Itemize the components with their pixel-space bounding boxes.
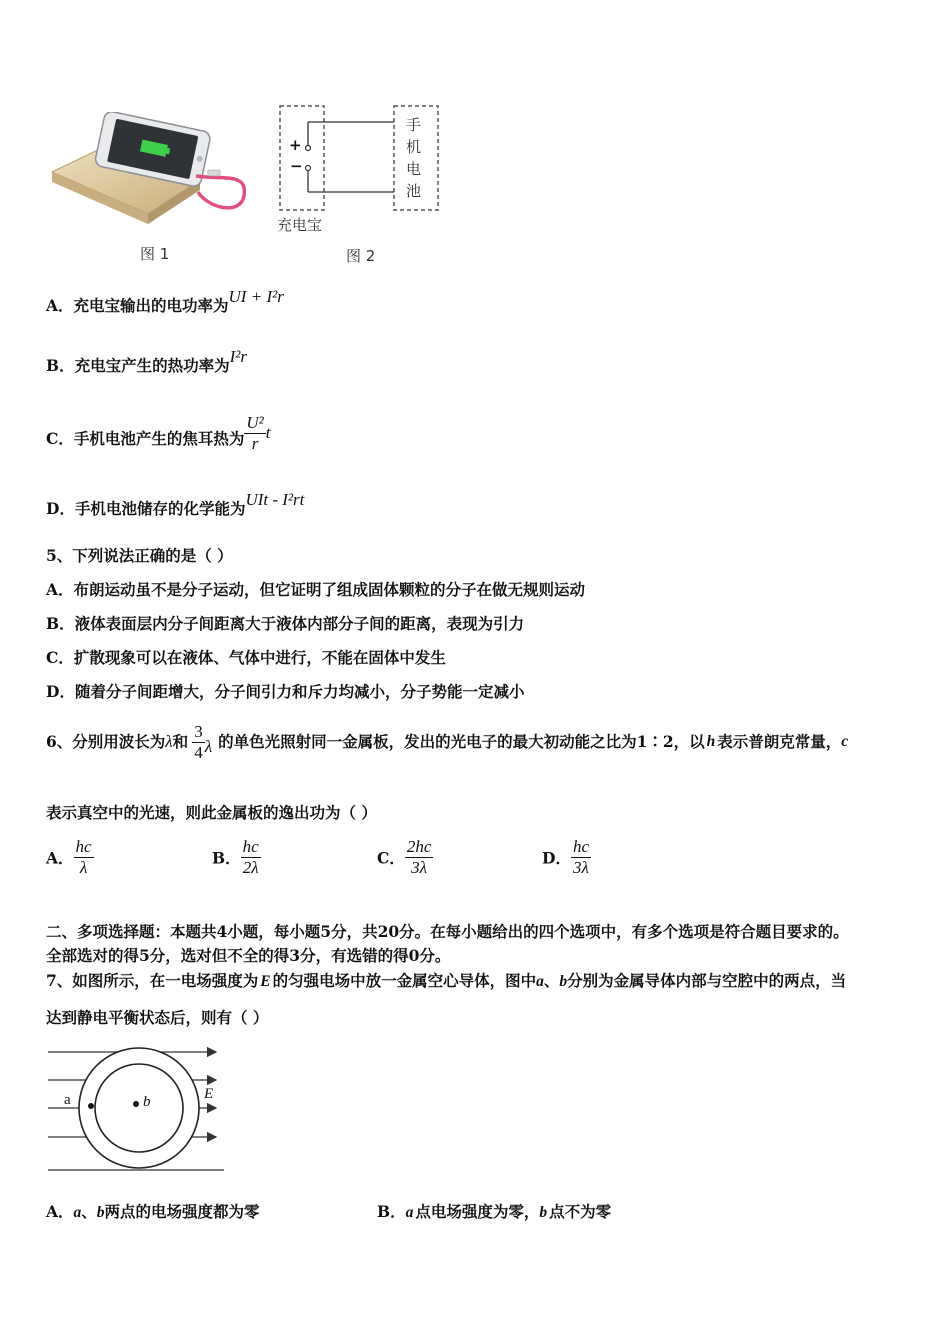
q6-option-b: [212, 837, 261, 878]
q6-h: h: [706, 733, 716, 750]
section-2-heading-line1: 二、多项选择题：本题共4小题，每小题5分，共20分。在每小题给出的四个选项中，有多个选项是符合题目要求的。: [46, 922, 849, 941]
q6-c: c: [841, 733, 849, 750]
q7-b: b: [559, 973, 568, 990]
q7-option-a: [46, 1202, 260, 1223]
q7-option-a-b: b: [96, 1204, 105, 1221]
q7-option-b-a: a: [405, 1204, 414, 1221]
q4-option-c-label: C．手机电池产生的焦耳热为: [46, 429, 245, 448]
q5-option-b: B．液体表面层内分子间距离大于液体内部分子间的距离，表现为引力: [46, 614, 525, 633]
q4-option-d-label: D．手机电池储存的化学能为: [46, 499, 246, 518]
q7-figure-label-a: a: [64, 1092, 71, 1108]
q6-stem-line1: [46, 716, 848, 767]
q7-a: a: [536, 973, 544, 990]
q6-option-d-num: hc: [572, 837, 589, 856]
figure-2-battery-char-4: 池: [406, 182, 422, 200]
q6-option-a-den: λ: [79, 858, 88, 877]
q6-option-c-label: C．: [377, 848, 405, 868]
q6-lambda-2: λ: [204, 737, 213, 756]
figure-2-battery-char-3: 电: [406, 160, 422, 178]
q6-option-d-den: 3λ: [573, 858, 589, 877]
q6-option-c: [377, 837, 433, 878]
q5-option-a: A．布朗运动虽不是分子运动，但它证明了组成固体颗粒的分子在做无规则运动: [46, 580, 586, 599]
q7-stem-b: 的匀强电场中放一金属空心导体，图中: [272, 971, 537, 990]
q6-fraction-numerator: 3: [194, 721, 203, 741]
q4-option-a-expr: UI + I²r: [228, 287, 284, 306]
q6-option-d-label: D．: [542, 848, 571, 868]
q6-stem-c: 的单色光照射同一金属板，发出的光电子的最大初动能之比为1∶2，以: [218, 732, 705, 751]
q6-option-b-den: 2λ: [242, 858, 259, 877]
q7-option-b-b: b: [539, 1204, 548, 1221]
q7-stem-c: 分别为金属导体内部与空腔中的两点，当: [567, 971, 847, 990]
figure-2-box-label: 充电宝: [277, 216, 323, 234]
q4-option-b-expr: I²r: [229, 347, 247, 366]
q6-lambda-1: λ: [165, 732, 173, 751]
q6-option-a: [46, 837, 94, 878]
q6-option-c-den: 3λ: [411, 858, 428, 877]
figure-1-label: 图 1: [140, 245, 170, 263]
q7-figure-field-conductor: [44, 1040, 228, 1176]
q7-option-b: [377, 1202, 611, 1223]
q7-sep: 、: [543, 971, 560, 990]
q6-stem-line2: 表示真空中的光速，则此金属板的逸出功为（ ）: [46, 803, 377, 822]
q5-stem: 5、下列说法正确的是（ ）: [46, 546, 233, 565]
q7-figure-label-b: b: [143, 1094, 151, 1110]
q6-fraction-denominator: 4: [194, 742, 203, 762]
q6-option-b-fraction: [241, 837, 261, 878]
q4-option-c-fraction: [244, 413, 265, 454]
q6-option-a-fraction: [74, 837, 94, 878]
q6-option-c-num: 2hc: [406, 837, 432, 856]
q6-option-d: [542, 837, 591, 878]
q5-option-c: C．扩散现象可以在液体、气体中进行，不能在固体中发生: [46, 648, 446, 667]
q6-stem-d: 表示普朗克常量，: [717, 732, 842, 751]
q7-stem-line2: 达到静电平衡状态后，则有（ ）: [46, 1008, 269, 1027]
q6-option-d-fraction: [571, 837, 591, 878]
q7-option-b-rest: 点不为零: [549, 1202, 612, 1221]
q6-option-b-label: B．: [212, 848, 241, 868]
q4-option-c-t: t: [265, 423, 271, 442]
q4-option-a: [46, 287, 284, 316]
q7-option-a-sep: 、: [81, 1202, 97, 1221]
q6-option-c-fraction: [405, 837, 434, 878]
q4-option-a-label: A．充电宝输出的电功率为: [46, 296, 229, 315]
section-2-heading-line2: 全部选对的得5分，选对但不全的得3分，有选错的得0分。: [46, 946, 451, 965]
q7-option-b-prefix: B．: [377, 1202, 406, 1221]
q4-option-d-expr: UIt - I²rt: [245, 490, 305, 509]
q7-option-a-rest: 两点的电场强度都为零: [104, 1202, 260, 1221]
q4-option-c-denominator: r: [251, 433, 259, 453]
q6-stem-b: 和: [172, 732, 189, 751]
figure-2-minus-sign: −: [290, 157, 303, 175]
q4-option-b: [46, 347, 247, 376]
figure-2-battery-char-1: 手: [406, 116, 422, 134]
q7-stem-a: 7、如图所示，在一电场强度为: [46, 971, 259, 990]
q7-figure-label-E: E: [204, 1086, 214, 1102]
q4-option-c: [46, 408, 270, 457]
q7-stem-line1: [46, 971, 846, 992]
q6-fraction-three-quarters: [192, 722, 205, 763]
q4-option-c-numerator: U²: [246, 412, 264, 432]
figure-2-plus-sign: +: [289, 136, 302, 154]
q4-option-d: [46, 490, 305, 519]
q7-E: E: [260, 973, 271, 990]
q6-option-a-num: hc: [75, 837, 92, 856]
figure-2-label: 图 2: [346, 247, 376, 265]
q6-option-a-label: A．: [46, 848, 74, 868]
q6-stem-a: 6、分别用波长为: [46, 732, 166, 751]
q5-option-d: D．随着分子间距增大，分子间引力和斥力均减小，分子势能一定减小: [46, 682, 525, 701]
q6-option-b-num: hc: [242, 837, 259, 856]
q7-option-a-prefix: A．: [46, 1202, 74, 1221]
q4-option-b-label: B．充电宝产生的热功率为: [46, 356, 230, 375]
q7-option-a-a: a: [73, 1204, 82, 1221]
figure-1-powerbank-photo: [48, 112, 260, 224]
figure-2-battery-char-2: 机: [406, 138, 422, 156]
q7-option-b-mid: 点电场强度为零，: [415, 1202, 540, 1221]
